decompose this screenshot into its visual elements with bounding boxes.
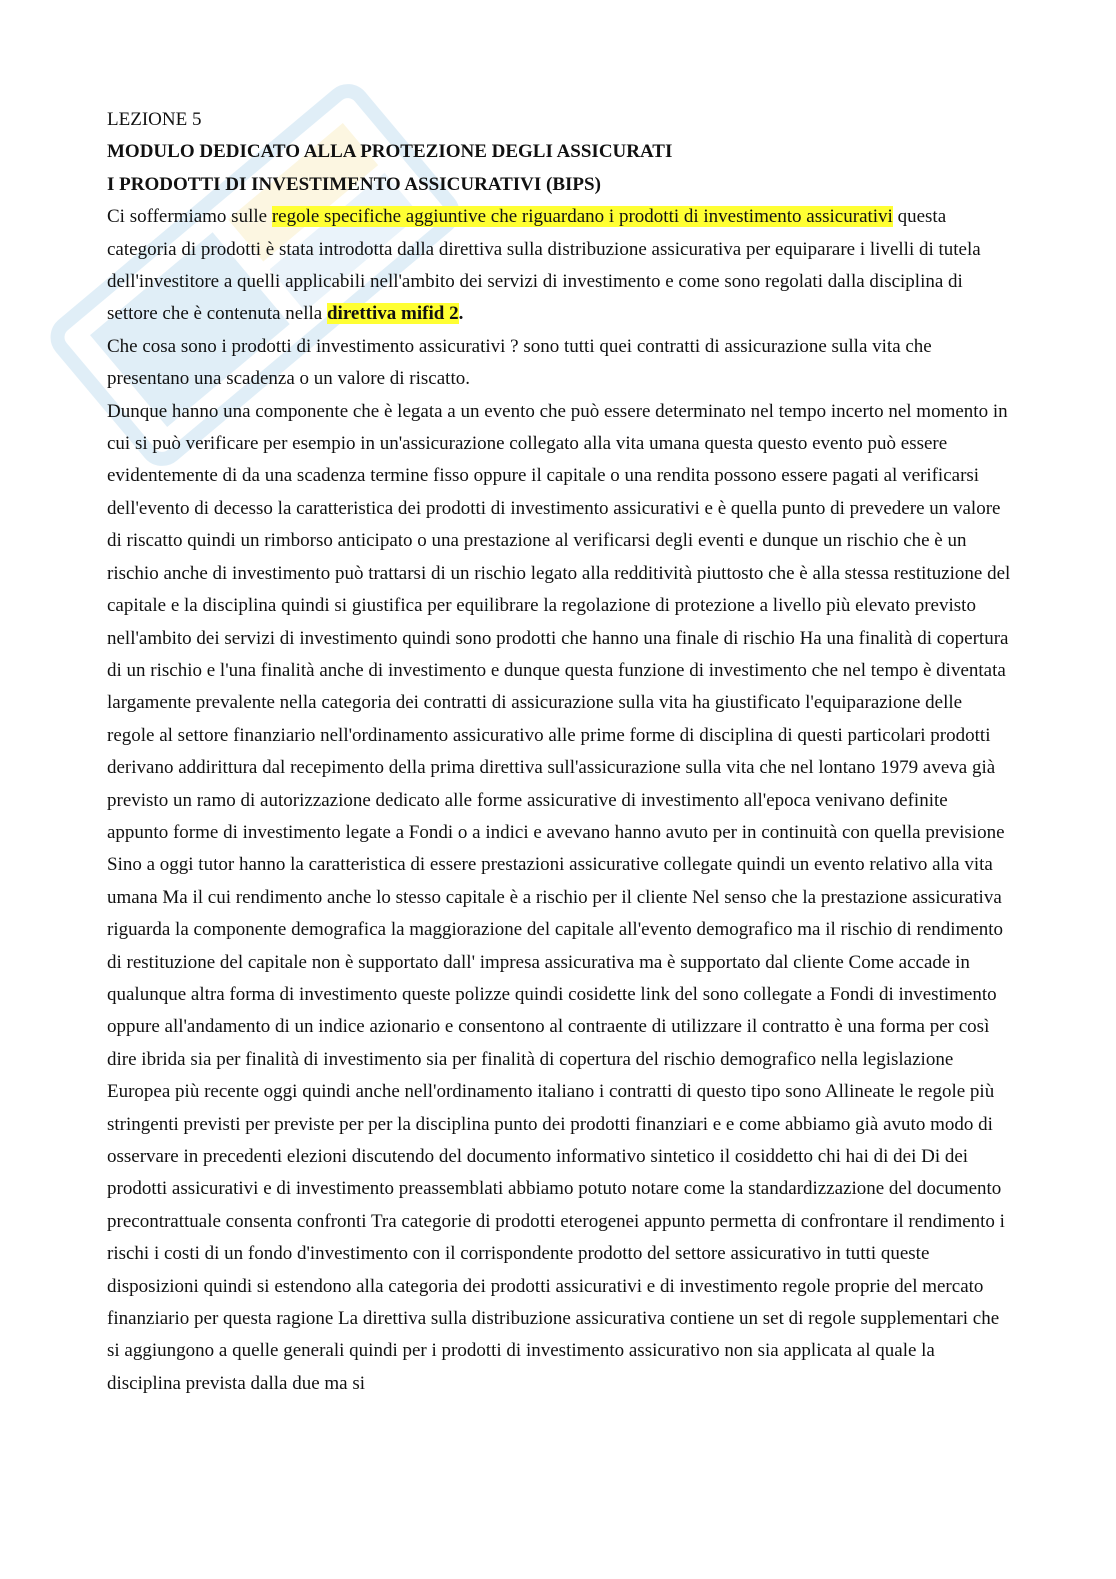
- lesson-heading: LEZIONE 5: [107, 109, 202, 130]
- intro-middle: questa categoria di prodotti è stata introdotta dalla direttiva sulla distribuzione assicurativa per equiparare i livelli di tutela dell'investitore a quelli applicabili nell'ambito dei servizi di investimento e come sono regolati dalla disciplina di settore che è contenuta nella: [107, 206, 981, 325]
- module-heading: MODULO DEDICATO ALLA PROTEZIONE DEGLI ASSICURATI: [107, 141, 673, 163]
- highlighted-phrase: regole specifiche aggiuntive che riguardano i prodotti di investimento assicurativi: [271, 206, 893, 228]
- intro-lead: Ci soffermiamo sulle: [107, 206, 272, 228]
- intro-end: .: [458, 303, 464, 325]
- section-heading: I PRODOTTI DI INVESTIMENTO ASSICURATIVI (BIPS): [107, 173, 601, 195]
- highlighted-directive: direttiva mifid 2: [326, 303, 459, 325]
- intro-paragraph: [107, 201, 1012, 331]
- body-paragraph: Dunque hanno una componente che è legata a un evento che può essere determinato nel tempo incerto nel momento in cui si può verificare per esempio in un'assicurazione collegato alla vita umana questa questo evento può essere evidentemente di da una scadenza termine fisso oppure il capitale o una rendita possono essere pagati al verificarsi dell'evento di decesso la caratteristica dei prodotti di investimento assicurativi e è quella punto di prevedere un valore di riscatto quindi un rimborso anticipato o una prestazione al verificarsi degli eventi e dunque un rischio che è un rischio anche di investimento può trattarsi di un rischio legato alla redditività piuttosto che è alla stessa restituzione del capitale e la disciplina quindi si giustifica per equilibrare la regolazione di protezione a livello più elevato previsto nell'ambito dei servizi di investimento quindi sono prodotti che hanno una finale di rischio Ha una finalità di copertura di un rischio e l'una finalità anche di investimento e dunque questa funzione di investimento che nel tempo è diventata largamente prevalente nella categoria dei contratti di assicurazione sulla vita ha giustificato l'equiparazione delle regole al settore finanziario nell'ordinamento assicurativo alle prime forme di disciplina di questi particolari prodotti derivano addirittura dal recepimento della prima direttiva sull'assicurazione sulla vita che nel lontano 1979 aveva già previsto un ramo di autorizzazione dedicato alle forme assicurative di investimento all'epoca venivano definite appunto forme di investimento legate a Fondi o a indici e avevano hanno avuto per in continuità con quella previsione Sino a oggi tutor hanno la caratteristica di essere prestazioni assicurative collegate quindi un evento relativo alla vita umana Ma il cui rendimento anche lo stesso capitale è a rischio per il cliente Nel senso che la prestazione assicurativa riguarda la componente demografica la maggiorazione del capitale all'evento demografico ma il rischio di rendimento di restituzione del capitale non è supportato dall' impresa assicurativa ma è supportato dal cliente Come accade in qualunque altra forma di investimento queste polizze quindi cosidette link del sono collegate a Fondi di investimento oppure all'andamento di un indice azionario e consentono al contraente di utilizzare il contratto è una forma per così dire ibrida sia per finalità di investimento sia per finalità di copertura del rischio demografico nella legislazione Europea più recente oggi quindi anche nell'ordinamento italiano i contratti di questo tipo sono Allineate le regole più stringenti previsti per previste per per la disciplina punto dei prodotti finanziari e e come abbiamo già avuto modo di osservare in precedenti elezioni discutendo del documento informativo sintetico il cosiddetto chi hai di dei Di dei prodotti assicurativi e di investimento preassemblati abbiamo potuto notare come la standardizzazione del documento precontrattuale consenta confronti Tra categorie di prodotti eterogenei appunto permetta di confrontare il rendimento i rischi i costi di un fondo d'investimento con il corrispondente prodotto del settore assicurativo in tutti queste disposizioni quindi si estendono alla categoria dei prodotti assicurativi e di investimento regole proprie del mercato finanziario per questa ragione La direttiva sulla distribuzione assicurativa contiene un set di regole supplementari che si aggiungono a quelle generali quindi per i prodotti di investimento assicurativo non sia applicata al quale la disciplina prevista dalla due ma si: [107, 400, 1011, 1394]
- document-page: [107, 104, 1012, 1400]
- definition-paragraph: Che cosa sono i prodotti di investimento assicurativi ? sono tutti quei contratti di assicurazione sulla vita che presentano una scadenza o un valore di riscatto.: [107, 335, 932, 390]
